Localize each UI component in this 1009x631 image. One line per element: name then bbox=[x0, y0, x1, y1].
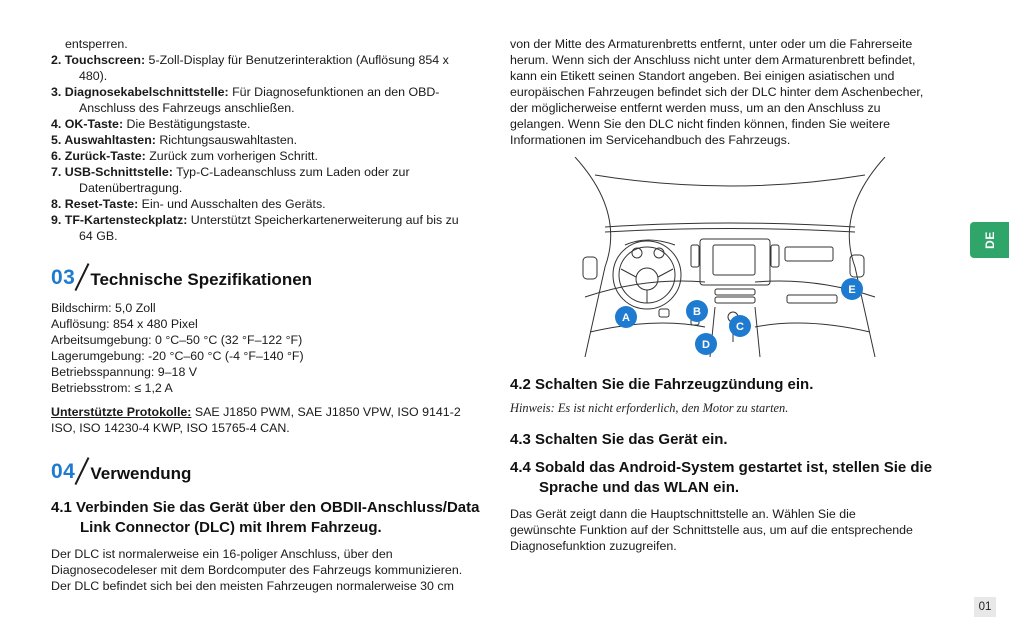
list-item: 4. OK-Taste: Die Bestätigungstaste. bbox=[51, 117, 251, 131]
step-4-2-hint: Hinweis: Es ist nicht erforderlich, den Motor zu starten. bbox=[510, 401, 789, 415]
spec-line: Bildschirm: 5,0 Zoll bbox=[51, 301, 156, 315]
svg-text:A: A bbox=[622, 312, 630, 324]
step-4-1-text: Der DLC ist normalerweise ein 16-poliger Anschluss, über den Diagnosecodeleser mit dem Bordcomputer des Fahrzeugs kommunizieren. Der DLC befindet sich bei den meisten Fahrzeugen normalerweise 30 cm bbox=[51, 547, 463, 593]
slash-divider bbox=[76, 264, 88, 290]
dashboard-illustration bbox=[565, 157, 895, 357]
spec-line: Betriebsstrom: ≤ 1,2 A bbox=[51, 381, 173, 395]
marker-c bbox=[729, 315, 751, 337]
list-item: 3. Diagnosekabelschnittstelle: Für Diagnosefunktionen an den OBD- Anschluss des Fahrzeugs anschließen. bbox=[51, 85, 440, 115]
section-04-heading bbox=[51, 456, 496, 484]
section-title: Verwendung bbox=[90, 464, 192, 483]
protocols: Unterstützte Protokolle: SAE J1850 PWM, SAE J1850 VPW, ISO 9141-2 ISO, ISO 14230-4 KWP, ISO 15765-4 CAN. bbox=[51, 405, 461, 435]
section-number: 03 bbox=[51, 266, 76, 289]
section-03-heading bbox=[51, 262, 496, 290]
left-column bbox=[51, 36, 496, 594]
list-item: 6. Zurück-Taste: Zurück zum vorherigen Schritt. bbox=[51, 149, 318, 163]
svg-text:C: C bbox=[736, 321, 744, 333]
svg-text:E: E bbox=[848, 284, 856, 296]
spec-line: Betriebsspannung: 9–18 V bbox=[51, 365, 198, 379]
component-list bbox=[51, 36, 496, 244]
right-column-steps bbox=[510, 375, 970, 554]
spec-line: Arbeitsumgebung: 0 °C–50 °C (32 °F–122 °F) bbox=[51, 333, 303, 347]
step-4-1-heading: 4.1 Verbinden Sie das Gerät über den OBDII-Anschluss/Data Link Connector (DLC) mit Ihrem Fahrzeug. bbox=[51, 499, 480, 536]
step-4-1-text-continued: von der Mitte des Armaturenbretts entfernt, unter oder um die Fahrerseite herum. Wenn sich der Anschluss nicht unter dem Armaturenbrett befindet, kann ein Etikett seinen Standort angeben. Bei einigen asiatischen und europäischen Fahrzeugen befindet sich der DLC hinter dem Aschenbecher, der möglicherweise entfernt werden muss, um an den Anschluss zu gelangen. Wenn Sie den DLC nicht finden können, finden Sie weitere Informationen im Servicehandbuch des Fahrzeugs. bbox=[510, 37, 924, 147]
marker-d bbox=[695, 333, 717, 355]
list-item: entsperren. bbox=[65, 37, 128, 51]
step-4-4-text: Das Gerät zeigt dann die Hauptschnittstelle an. Wählen Sie die gewünschte Funktion auf der Schnittstelle aus, um auf die entsprechende Diagnosefunktion zuzugreifen. bbox=[510, 507, 913, 553]
step-4-3-heading: 4.3 Schalten Sie das Gerät ein. bbox=[510, 431, 728, 448]
slash-divider bbox=[76, 458, 88, 484]
spec-list bbox=[51, 300, 496, 396]
spec-line: Auflösung: 854 x 480 Pixel bbox=[51, 317, 198, 331]
marker-e bbox=[841, 278, 863, 300]
list-item: 2. Touchscreen: 5-Zoll-Display für Benutzerinteraktion (Auflösung 854 x 480). bbox=[51, 53, 449, 83]
list-item: 9. TF-Kartensteckplatz: Unterstützt Speicherkartenerweiterung auf bis zu 64 GB. bbox=[51, 213, 459, 243]
page-number: 01 bbox=[974, 597, 996, 617]
spec-line: Lagerumgebung: -20 °C–60 °C (-4 °F–140 °F) bbox=[51, 349, 304, 363]
step-4-2-heading: 4.2 Schalten Sie die Fahrzeugzündung ein. bbox=[510, 376, 814, 393]
list-item: 5. Auswahltasten: Richtungsauswahltasten. bbox=[51, 133, 298, 147]
section-title: Technische Spezifikationen bbox=[90, 270, 313, 289]
list-item: 8. Reset-Taste: Ein- und Ausschalten des Geräts. bbox=[51, 197, 326, 211]
language-tab: DE bbox=[970, 222, 1009, 258]
right-column bbox=[510, 36, 960, 148]
svg-text:D: D bbox=[702, 339, 710, 351]
marker-a bbox=[615, 306, 637, 328]
marker-b bbox=[686, 300, 708, 322]
list-item: 7. USB-Schnittstelle: Typ-C-Ladeanschluss zum Laden oder zur Datenübertragung. bbox=[51, 165, 410, 195]
section-number: 04 bbox=[51, 460, 76, 483]
svg-text:B: B bbox=[693, 306, 701, 318]
protocols-label: Unterstützte Protokolle: bbox=[51, 405, 192, 419]
step-4-4-heading: 4.4 Sobald das Android-System gestartet ist, stellen Sie die Sprache und das WLAN ein. bbox=[510, 459, 933, 496]
